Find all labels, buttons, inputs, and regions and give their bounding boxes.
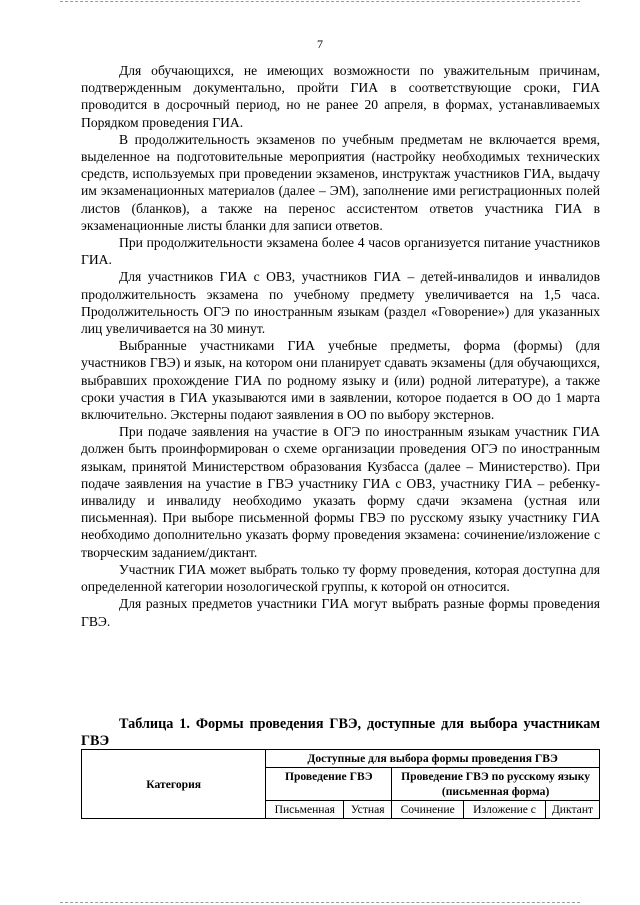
sub-header-russian: Проведение ГВЭ по русскому языку (письменная форма) bbox=[392, 768, 600, 801]
gve-forms-table bbox=[81, 749, 600, 819]
top-scan-edge bbox=[60, 1, 580, 2]
column-written: Письменная bbox=[266, 801, 344, 819]
sub-header-gve: Проведение ГВЭ bbox=[266, 768, 392, 801]
column-oral: Устная bbox=[344, 801, 392, 819]
paragraph-meals: При продолжительности экзамена более 4 часов организуется питание участников ГИА. bbox=[81, 235, 600, 268]
paragraph-different-forms: Для разных предметов участники ГИА могут выбрать разные формы проведения ГВЭ. bbox=[81, 596, 600, 629]
page-number: 7 bbox=[317, 37, 323, 51]
column-dictation: Диктант bbox=[545, 801, 599, 819]
paragraph-form-choice: Участник ГИА может выбрать только ту форму проведения, которая доступна для определенной категории нозологической группы, к которой он относится. bbox=[81, 561, 600, 595]
paragraph-application: Выбранные участниками ГИА учебные предметы, форма (формы) (для участников ГВЭ) и язык, на котором они планирует сдавать экзамены (для обучающихся, выбравших прохождение ГИА по родному языку и (или) родной литературе), а также сроки участия в ГИА указываются ими в заявлении, которое подается в ОО до 1 марта включительно. Экстерны подают заявления в ОО по выбору экстернов. bbox=[81, 338, 600, 423]
paragraph-exam-duration: В продолжительность экзаменов по учебным предметам не включается время, выделенное на подготовительные мероприятия (настройку необходимых технических средств, используемых при проведении экзаменов, инструктаж участников ГИА, выдачу им экзаменационных материалов (далее – ЭМ), заполнение ими регистрационных полей листов (бланков), а также на перенос ассистентом ответов участника ГИА в экзаменационные листы бланки для записи ответов. bbox=[81, 131, 600, 233]
paragraph-early-period: Для обучающихся, не имеющих возможности по уважительным причинам, подтвержденным документально, пройти ГИА в соответствующие сроки, ГИА проводится в досрочный период, но не ранее 20 апреля, в формах, устанавливаемых Порядком проведения ГИА. bbox=[81, 63, 600, 130]
paragraph-foreign-languages: При подаче заявления на участие в ОГЭ по иностранным языкам участник ГИА должен быть проинформирован о схеме организации проведения ОГЭ по иностранным языкам, принятой Министерством образования Кузбасса (далее – Министерство). При подаче заявления на участие в ГВЭ участнику ГИА с ОВЗ, участнику ГИА – ребенку-инвалиду и инвалиду необходимо указать форму сдачи экзамена (устная или письменная). При выборе письменной формы ГВЭ по русскому языку участнику ГИА необходимо дополнительно указать форму проведения экзамена: сочинение/изложение с творческим заданием/диктант. bbox=[81, 424, 600, 560]
document-body bbox=[81, 62, 600, 630]
column-summary: Изложение с bbox=[464, 801, 546, 819]
bottom-scan-edge bbox=[60, 902, 580, 903]
paragraph-extended-time: Для участников ГИА с ОВЗ, участников ГИА – детей-инвалидов и инвалидов продолжительность экзамена по учебному предмету увеличивается на 1,5 часа. Продолжительность ОГЭ по иностранным языкам (раздел «Говорение») для указанных лиц увеличивается на 30 минут. bbox=[81, 269, 600, 337]
table-caption: Таблица 1. Формы проведения ГВЭ, доступные для выбора участникам ГВЭ bbox=[81, 716, 600, 749]
category-header: Категория bbox=[82, 750, 266, 819]
column-essay: Сочинение bbox=[392, 801, 464, 819]
group-header: Доступные для выбора формы проведения ГВЭ bbox=[266, 750, 600, 768]
